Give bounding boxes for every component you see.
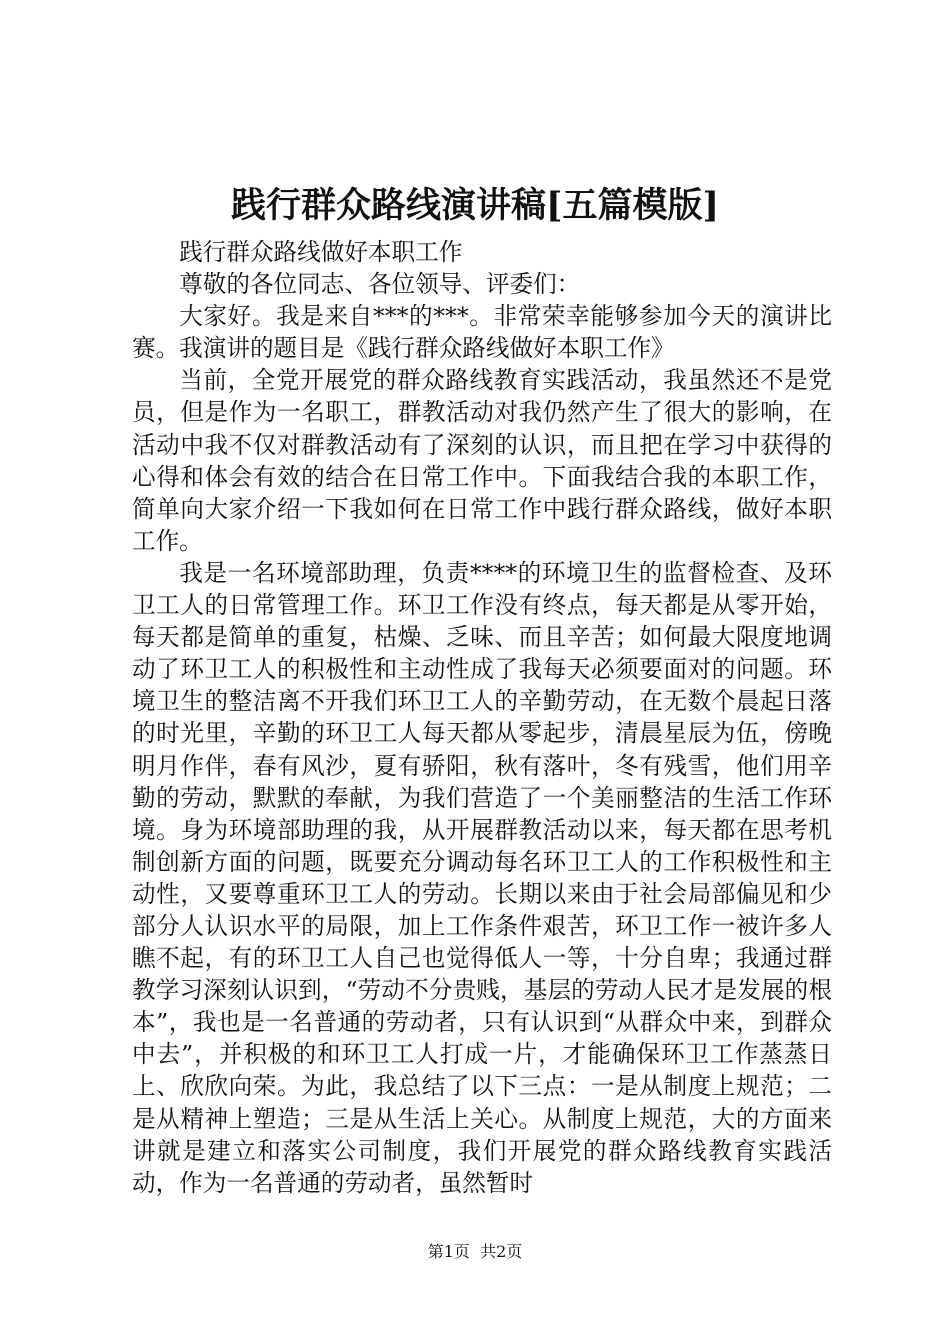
- page-footer: [0, 1240, 950, 1264]
- page-total: 共2页: [480, 1242, 523, 1261]
- paragraph-subtitle: 践行群众路线做好本职工作: [179, 238, 463, 266]
- document-title: 践行群众路线演讲稿[五篇模版]: [230, 185, 720, 226]
- paragraph-salutation: 尊敬的各位同志、各位领导、评委们：: [179, 270, 581, 299]
- page-number: 第1页: [427, 1242, 470, 1261]
- paragraph-intro: 当前，全党开展党的群众路线教育实践活动，我虽然还不是党员，但是作为一名职工，群教活动对我仍然产生了很大的影响，在活动中我不仅对群教活动有了深刻的认识，而且把在学习中获得的心得和体会有效的结合在日常工作中。下面我结合我的本职工作，简单向大家介绍一下我如何在日常工作中践行群众路线，做好本职工作。: [132, 366, 832, 555]
- paragraph-greeting: 大家好。我是来自***的***。非常荣幸能够参加今天的演讲比赛。我演讲的题目是《践行群众路线做好本职工作》: [132, 302, 832, 363]
- document-body: [132, 236, 832, 1199]
- paragraph-main: 我是一名环境部助理，负责****的环境卫生的监督检查、及环卫工人的日常管理工作。环卫工作没有终点，每天都是从零开始，每天都是简单的重复，枯燥、乏味、而且辛苦；如何最大限度地调动了环卫工人的积极性和主动性成了我每天必须要面对的问题。环境卫生的整洁离不开我们环卫工人的辛勤劳动，在无数个晨起日落的时光里，辛勤的环卫工人每天都从零起步，清晨星辰为伍，傍晚明月作伴，春有风沙，夏有骄阳，秋有落叶，冬有残雪，他们用辛勤的劳动，默默的奉献，为我们营造了一个美丽整洁的生活工作环境。身为环境部助理的我，从开展群教活动以来，每天都在思考机制创新方面的问题，既要充分调动每名环卫工人的工作积极性和主动性，又要尊重环卫工人的劳动。长期以来由于社会局部偏见和少部分人认识水平的局限，加上工作条件艰苦，环卫工作一被许多人瞧不起，有的环卫工人自己也觉得低人一等，十分自卑；我通过群教学习深刻认识到，“劳动不分贵贱，基层的劳动人民才是发展的根本”，我也是一名普通的劳动者，只有认识到“从群众中来，到群众中去”，并积极的和环卫工人打成一片，才能确保环卫工作蒸蒸日上、欣欣向荣。为此，我总结了以下三点：一是从制度上规范；二是从精神上塑造；三是从生活上关心。从制度上规范，大的方面来讲就是建立和落实公司制度，我们开展党的群众路线教育实践活动，作为一名普通的劳动者，虽然暂时: [132, 558, 832, 1197]
- footer-separator: [470, 1242, 480, 1261]
